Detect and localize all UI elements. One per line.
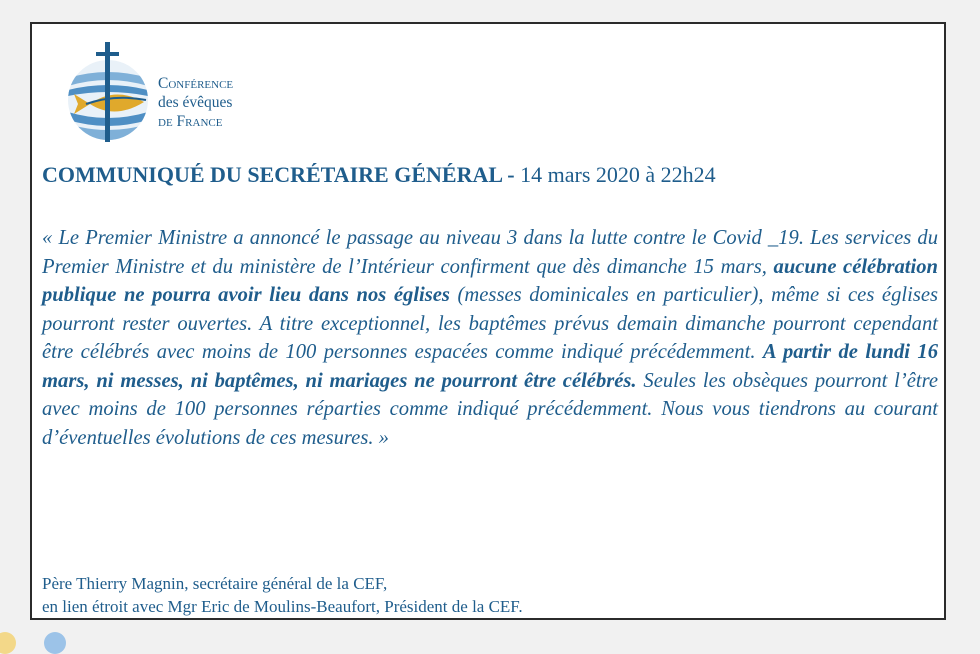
title-datetime: 14 mars 2020 à 22h24 xyxy=(520,162,716,187)
yellow-circle-icon xyxy=(0,632,16,654)
statement-part-1: « Le Premier Ministre a annoncé le passage au niveau 3 dans la lutte contre le Covid _19. Les services du Premier Ministre et du ministère de l’Intérieur confirment que dès dimanche 15 mars, xyxy=(42,227,938,278)
signature-line-2: en lien étroit avec Mgr Eric de Moulins-Beaufort, Président de la CEF. xyxy=(42,597,523,616)
communique-document xyxy=(30,22,946,620)
logo-line-3: de France xyxy=(158,113,223,130)
blue-circle-icon xyxy=(44,632,66,654)
logo-wordmark xyxy=(158,74,233,131)
signature xyxy=(42,572,523,618)
cross-fish-emblem-icon xyxy=(60,38,156,148)
signature-line-1: Père Thierry Magnin, secrétaire général de la CEF, xyxy=(42,574,388,593)
statement-body xyxy=(42,224,938,452)
logo-line-2: des évêques xyxy=(158,94,233,111)
logo-line-1: Conférence xyxy=(158,75,234,92)
cef-logo xyxy=(60,38,300,168)
statement-part-2: (messes dominicales en particulier), même si ces églises pourront rester ouvertes. A titre exceptionnel, les baptêmes prévus demain dimanche pourront cependant être célébrés avec moins de 100 personnes espacées comme indiqué précédemment. xyxy=(42,284,938,363)
bottom-strip xyxy=(0,628,980,640)
title-text: COMMUNIQUÉ DU SECRÉTAIRE GÉNÉRAL - xyxy=(42,162,515,187)
statement-part-3: Seules les obsèques pourront l’être avec moins de 100 personnes réparties comme indiqué précédemment. Nous vous tiendrons au courant d’éventuelles évolutions de ces mesures. » xyxy=(42,369,938,449)
statement-bold-1: aucune célébration publique ne pourra avoir lieu dans nos églises xyxy=(42,255,938,306)
statement-bold-2: A partir de lundi 16 mars, ni messes, ni baptêmes, ni mariages ne pourront être célébrés. xyxy=(42,341,938,392)
document-title xyxy=(42,162,716,188)
